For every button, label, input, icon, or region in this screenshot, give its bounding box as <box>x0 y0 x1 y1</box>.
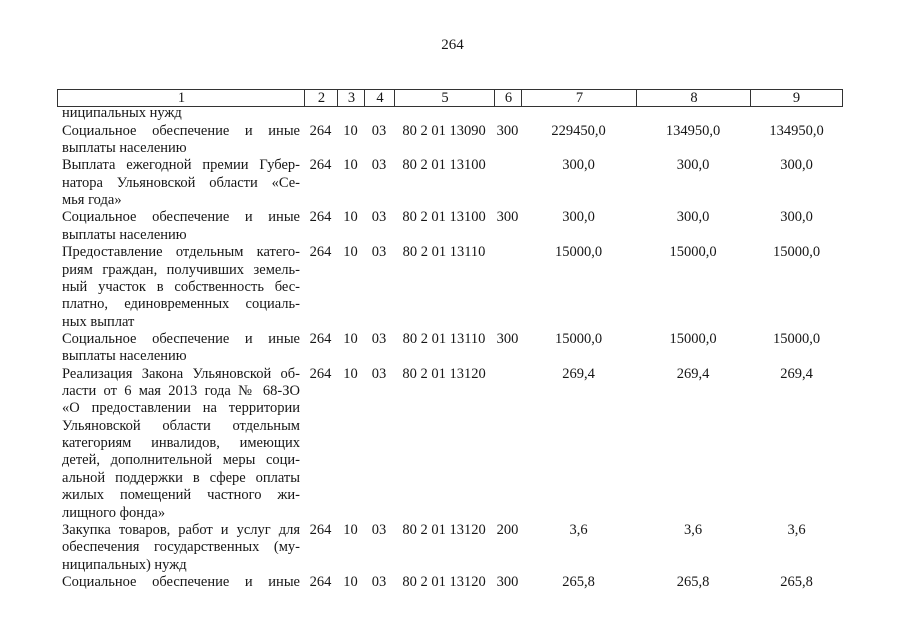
table-row <box>0 366 905 522</box>
row-description <box>62 331 300 366</box>
description-line: альной поддержки в сфере оплаты <box>62 469 300 486</box>
cell-col-9: 15000,0 <box>772 330 821 347</box>
cell-col-5: 80 2 01 13120 <box>402 574 486 590</box>
cell-col-2: 264 <box>309 574 332 590</box>
cell-col-7: 15000,0 <box>554 244 603 261</box>
cell-col-2: 264 <box>309 157 332 174</box>
description-line: платно, единовременных социаль- <box>62 296 300 313</box>
cell-col-3: 10 <box>343 365 358 382</box>
description-line: ных выплат <box>62 313 135 330</box>
header-cell-8: 8 <box>636 90 751 106</box>
cell-col-7: 265,8 <box>562 574 595 590</box>
row-description <box>62 366 300 522</box>
cell-col-8: 300,0 <box>676 209 710 226</box>
cell-col-6: 300 <box>496 122 519 139</box>
description-line: Реализация Закона Ульяновской об- <box>62 365 300 382</box>
cell-col-4: 03 <box>371 122 387 139</box>
cell-col-3: 10 <box>343 157 358 174</box>
row-description <box>62 123 300 158</box>
table-row <box>0 209 905 244</box>
cell-col-3: 10 <box>343 330 358 347</box>
description-line: ласти от 6 мая 2013 года № 68-ЗО <box>62 383 300 400</box>
header-cell-5: 5 <box>394 90 495 106</box>
description-line: Социальное обеспечение и иные <box>62 330 300 347</box>
cell-col-8: 134950,0 <box>665 122 721 139</box>
cell-col-7: 15000,0 <box>554 330 603 347</box>
cell-col-8: 15000,0 <box>669 330 717 347</box>
row-description <box>62 105 300 122</box>
cell-col-5: 80 2 01 13120 <box>402 365 486 382</box>
page-number: 264 <box>441 37 464 53</box>
description-line: ниципальных) нужд <box>62 556 187 573</box>
cell-col-3: 10 <box>343 574 358 590</box>
cell-col-3: 10 <box>343 521 358 538</box>
header-cell-7: 7 <box>521 90 637 106</box>
description-line: Выплата ежегодной премии Губер- <box>62 157 300 174</box>
cell-col-5: 80 2 01 13090 <box>402 122 486 139</box>
cell-col-2: 264 <box>309 521 332 538</box>
description-line: Предоставление отдельным катего- <box>62 244 300 261</box>
cell-col-9: 3,6 <box>787 521 806 538</box>
description-line: мья года» <box>62 192 122 209</box>
row-description <box>62 522 300 574</box>
cell-col-3: 10 <box>343 244 358 261</box>
cell-col-8: 300,0 <box>676 157 710 174</box>
cell-col-6: 200 <box>496 521 519 538</box>
cell-col-4: 03 <box>371 244 387 261</box>
cell-col-2: 264 <box>309 209 332 226</box>
table-row <box>0 157 905 209</box>
header-cell-9: 9 <box>750 90 842 106</box>
description-line: категориям инвалидов, имеющих <box>62 435 300 452</box>
cell-col-6: 300 <box>496 209 519 226</box>
description-line: лищного фонда» <box>62 504 166 521</box>
description-line: Социальное обеспечение и иные <box>62 122 300 139</box>
table-row <box>0 105 905 122</box>
row-description <box>62 157 300 209</box>
header-cell-6: 6 <box>494 90 522 106</box>
description-line: ный участок в собственность бес- <box>62 278 300 295</box>
row-description <box>62 574 300 591</box>
description-line: «О предоставлении на территории <box>62 400 300 417</box>
cell-col-7: 300,0 <box>562 157 595 174</box>
description-line: выплаты населению <box>62 140 187 157</box>
cell-col-7: 269,4 <box>562 365 595 382</box>
cell-col-3: 10 <box>343 209 358 226</box>
cell-col-6 <box>494 244 521 261</box>
table-row <box>0 244 905 331</box>
row-description <box>62 244 300 331</box>
cell-col-6: 300 <box>496 330 519 347</box>
cell-col-4: 03 <box>371 365 387 382</box>
table-body <box>0 105 905 591</box>
cell-col-2: 264 <box>309 330 332 347</box>
description-line: выплаты населению <box>62 348 187 365</box>
description-line: риям граждан, получивших земель- <box>62 261 300 278</box>
cell-col-4: 03 <box>371 209 387 226</box>
cell-col-5: 80 2 01 13100 <box>402 209 486 226</box>
description-line: обеспечения государственных (му- <box>62 539 300 556</box>
description-line: детей, дополнительной меры соци- <box>62 452 300 469</box>
header-cell-1: 1 <box>177 90 186 106</box>
cell-col-7: 3,6 <box>569 521 588 538</box>
description-line: Социальное обеспечение и иные <box>62 209 300 226</box>
description-line: жилых помещений частного жи- <box>62 487 300 504</box>
cell-col-6: 300 <box>496 574 519 590</box>
table-header <box>57 89 843 107</box>
cell-col-5: 80 2 01 13120 <box>402 521 486 538</box>
table-row <box>0 522 905 574</box>
cell-col-2: 264 <box>309 365 332 382</box>
cell-col-6 <box>494 366 521 383</box>
cell-col-5: 80 2 01 13110 <box>402 244 486 261</box>
cell-col-9: 300,0 <box>780 209 813 226</box>
cell-col-5: 80 2 01 13110 <box>402 330 486 347</box>
cell-col-3: 10 <box>343 122 358 139</box>
description-line: Закупка товаров, работ и услуг для <box>62 521 300 538</box>
cell-col-9: 300,0 <box>780 157 813 174</box>
cell-col-9: 134950,0 <box>769 122 824 139</box>
cell-col-9: 269,4 <box>780 365 813 382</box>
cell-col-7: 229450,0 <box>551 122 606 139</box>
cell-col-7: 300,0 <box>562 209 595 226</box>
table-row <box>0 123 905 158</box>
cell-col-8: 3,6 <box>683 521 703 538</box>
header-cell-2: 2 <box>304 90 338 106</box>
cell-col-8: 265,8 <box>676 574 710 590</box>
cell-col-8: 269,4 <box>676 365 710 382</box>
description-line: натора Ульяновской области «Се- <box>62 174 300 191</box>
description-line: ниципальных нужд <box>62 105 182 122</box>
cell-col-2: 264 <box>309 122 332 139</box>
table-row <box>0 331 905 366</box>
description-line: Социальное обеспечение и иные <box>62 574 300 590</box>
row-description <box>62 209 300 244</box>
header-cell-3: 3 <box>337 90 365 106</box>
cell-col-8: 15000,0 <box>669 244 717 261</box>
cell-col-9: 15000,0 <box>772 244 821 261</box>
cell-col-5: 80 2 01 13100 <box>402 157 486 174</box>
table-row <box>0 574 905 591</box>
cell-col-6 <box>494 157 521 174</box>
cell-col-4: 03 <box>371 521 387 538</box>
cell-col-2: 264 <box>309 244 332 261</box>
cell-col-4: 03 <box>371 330 387 347</box>
cell-col-4: 03 <box>371 157 387 174</box>
header-cell-4: 4 <box>364 90 395 106</box>
cell-col-4: 03 <box>371 574 387 590</box>
description-line: Ульяновской области отдельным <box>62 417 300 434</box>
cell-col-9: 265,8 <box>780 574 813 590</box>
description-line: выплаты населению <box>62 226 187 243</box>
